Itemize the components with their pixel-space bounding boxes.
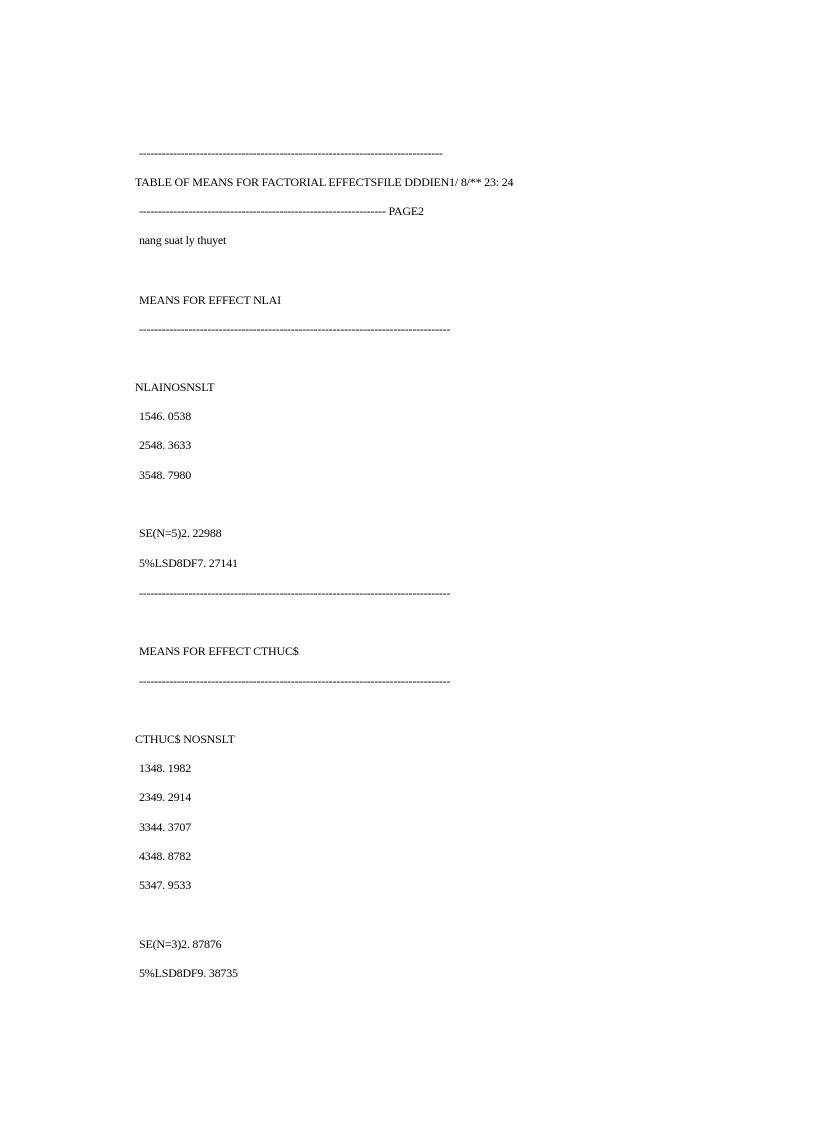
table-row: 2548. 3633 bbox=[139, 438, 192, 452]
table-header-cthuc: CTHUC$ NOSNSLT bbox=[135, 732, 235, 746]
table-row: 5347. 9533 bbox=[139, 878, 192, 892]
report-subtitle: nang suat ly thuyet bbox=[139, 233, 227, 247]
lsd-line: 5%LSD8DF9. 38735 bbox=[139, 966, 238, 980]
table-row: 4348. 8782 bbox=[139, 849, 192, 863]
lsd-line: 5%LSD8DF7. 27141 bbox=[139, 556, 238, 570]
table-row: 2349. 2914 bbox=[139, 790, 192, 804]
table-row: 1348. 1982 bbox=[139, 761, 192, 775]
report-title: TABLE OF MEANS FOR FACTORIAL EFFECTSFILE DDDIEN1/ 8/** 23: 24 bbox=[135, 175, 514, 189]
section-end-rule: ---------------------------------------------------------------------------------- bbox=[139, 586, 451, 600]
section-heading-cthuc: MEANS FOR EFFECT CTHUC$ bbox=[139, 644, 299, 658]
table-header-nlai: NLAINOSNSLT bbox=[135, 380, 215, 394]
standard-error-line: SE(N=3)2. 87876 bbox=[139, 937, 222, 951]
page-header-rule: ----------------------------------------------------------------- PAGE2 bbox=[139, 204, 424, 218]
table-row: 1546. 0538 bbox=[139, 409, 192, 423]
section-heading-nlai: MEANS FOR EFFECT NLAI bbox=[139, 293, 281, 307]
table-row: 3344. 3707 bbox=[139, 820, 192, 834]
top-rule: -------------------------------------------------------------------------------- bbox=[139, 146, 443, 160]
standard-error-line: SE(N=5)2. 22988 bbox=[139, 526, 222, 540]
section-rule-nlai: ---------------------------------------------------------------------------------- bbox=[139, 322, 451, 336]
table-row: 3548. 7980 bbox=[139, 468, 192, 482]
section-rule-cthuc: ---------------------------------------------------------------------------------- bbox=[139, 674, 451, 688]
